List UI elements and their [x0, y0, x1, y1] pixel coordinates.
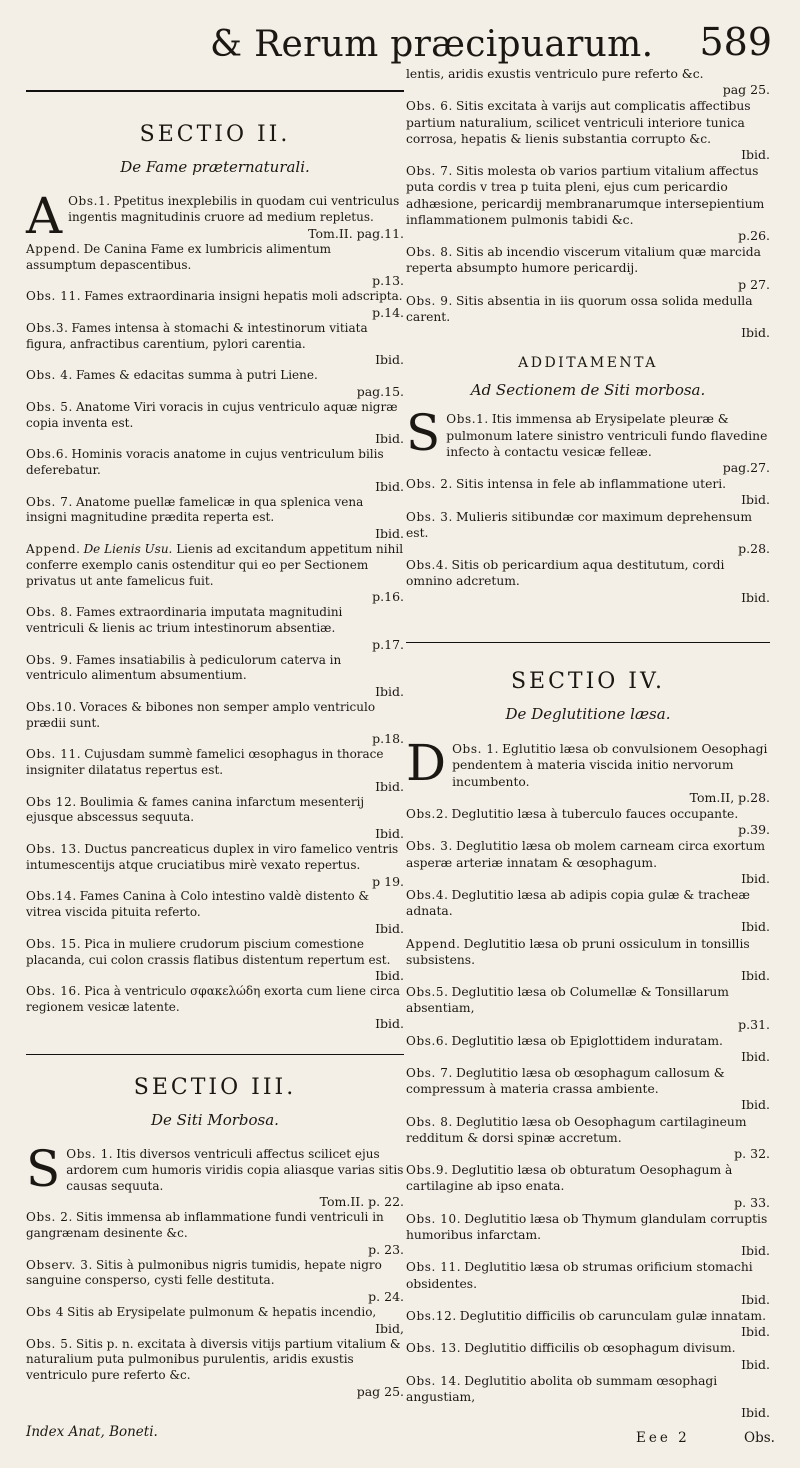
section-subtitle: De Siti Morbosa.	[151, 1111, 279, 1130]
observation-label: Obs. 5.	[26, 1336, 73, 1351]
italic-heading: De Lienis Usu.	[83, 541, 173, 556]
observation-text: Deglutitio læsa ob Thymum glandulam corruptis humoribus infarctam.	[406, 1211, 768, 1243]
section-entries	[406, 98, 770, 341]
observation-label: Obs. 4.	[26, 368, 73, 383]
observation-entry	[26, 187, 404, 246]
observation-entry	[406, 806, 770, 838]
observation-label: Obs.1.	[446, 412, 489, 427]
observation-label: Obs. 9.	[406, 293, 453, 308]
observation-entry	[26, 321, 404, 368]
observation-entry	[406, 404, 770, 476]
observation-text: Lienis ad excitandum appetitum nihil conferre exemplo canis ostenditur qui eo per Sectionem privatus ut ante famelicus fuit.	[26, 541, 404, 588]
observation-text: Deglutitio læsa ob Oesophagum cartilagineum redditum & dorsi spinæ accretum.	[406, 1114, 747, 1145]
page-reference: Ibid.	[741, 919, 770, 935]
observation-entry	[406, 1373, 770, 1422]
observation-entry	[406, 98, 770, 163]
observation-entry	[406, 476, 770, 508]
observation-entry	[406, 1211, 770, 1260]
page-reference: Ibid.	[741, 870, 770, 886]
drop-cap: A	[26, 187, 63, 246]
observation-entry	[406, 509, 770, 558]
observation-label: Obs.14.	[26, 889, 77, 904]
observation-text: Itis immensa ab Erysipelate pleuræ & pulmonum latere sinistro ventriculi fundo flavedine infecto à contactu vesicæ felleæ.	[446, 412, 768, 459]
page-reference: p. 33.	[734, 1194, 770, 1210]
observation-text: Cujusdam summè famelici œsophagus in thorace insigniter dilatatus repertus est.	[26, 747, 384, 778]
page-reference: Ibid.	[741, 1097, 770, 1113]
observation-text: Sitis p. n. excitata à diversis vitijs partium vitalium & naturalium puta pulmonibus purulentis, aridis exustis ventriculo pure referto &c.	[26, 1336, 401, 1383]
continued-entry	[406, 66, 770, 98]
page-reference: p. 24.	[368, 1289, 404, 1305]
observation-label: Obs. 2.	[26, 1210, 73, 1225]
observation-label: Obs.5.	[406, 985, 449, 1000]
observation-entry	[406, 557, 770, 606]
page-reference: Tom.II. p. 22.	[319, 1194, 404, 1210]
observation-text: Sitis intensa in fele ab inflammatione uteri.	[455, 477, 727, 492]
observation-label: Obs.4.	[406, 887, 449, 902]
observation-label: Obs. 10.	[406, 1211, 462, 1226]
observation-label: Obs 4	[26, 1304, 65, 1319]
observation-text: Eglutitio læsa ob convulsionem Oesophagi pendentem à materia viscida initio nervorum incumbento.	[452, 742, 768, 789]
observation-text: Deglutitio abolita ob summam œsophagi angustiam,	[406, 1373, 718, 1405]
observation-label: Obs. 9.	[26, 652, 73, 667]
right-column	[406, 66, 770, 1421]
section-title: SECTIO IV.	[510, 668, 666, 694]
observation-entry	[406, 163, 770, 244]
observation-label: Obs.9.	[406, 1163, 449, 1178]
observation-label: Obs. 1.	[66, 1147, 114, 1162]
drop-cap: D	[406, 734, 447, 793]
observation-label: Obs. 11.	[406, 1260, 462, 1275]
observation-entry	[406, 1033, 770, 1065]
page-reference: Ibid.	[741, 1291, 770, 1307]
observation-label: Obs.6.	[406, 1033, 449, 1048]
observation-entry	[26, 1210, 404, 1257]
observation-entry	[406, 1162, 770, 1211]
observation-text: Sitis ab incendio viscerum vitalium quæ marcida reperta absumpto humore pericardij.	[406, 245, 761, 276]
observation-text: Deglutitio læsa ob pruni ossiculum in tonsillis subsistens.	[406, 936, 750, 967]
observation-label: Obs.2.	[406, 806, 449, 821]
observation-entry	[406, 1340, 770, 1372]
page-reference: p.16.	[372, 589, 404, 605]
observation-label: Obs.4.	[406, 558, 449, 573]
page-reference: Ibid.	[375, 968, 404, 984]
observation-text: Deglutitio læsa ob strumas orificium stomachi obsidentes.	[406, 1260, 753, 1291]
section-subtitle: De Deglutitione læsa.	[505, 705, 671, 724]
observation-label: Obs. 7.	[26, 494, 73, 509]
observation-label: Obs. 13.	[406, 1341, 462, 1356]
observation-label: Obs. 15.	[26, 936, 82, 951]
observation-entry	[26, 1337, 404, 1400]
observation-entry	[26, 447, 404, 494]
page-reference: p.18.	[372, 731, 404, 747]
observation-text: Fames insatiabilis à pediculorum caterva in ventriculo alimentum absumentium.	[26, 652, 342, 683]
page-reference: p.28.	[738, 540, 770, 556]
page-reference: Ibid.	[375, 1015, 404, 1031]
observation-text: Deglutitio læsa ob Epiglottidem induratam.	[451, 1033, 723, 1048]
observation-entry	[26, 747, 404, 794]
observation-label: Obs. 8.	[26, 605, 73, 620]
observation-label: Obs. 14.	[406, 1373, 462, 1388]
catchword: Obs.	[744, 1430, 775, 1446]
page-reference: p.13.	[372, 273, 404, 289]
observation-label: Obs.6.	[26, 447, 69, 462]
continued-text: lentis, aridis exustis ventriculo pure referto &c.	[406, 67, 704, 81]
page-reference: Ibid.	[741, 1356, 770, 1372]
observation-text: Hominis voracis anatome in cujus ventriculum bilis deferebatur.	[26, 447, 384, 477]
page-reference: Ibid.	[741, 1324, 770, 1340]
page-reference: Ibid.	[375, 778, 404, 794]
observation-text: Anatome Viri voracis in cujus ventriculo aquæ nigræ copia inventa est.	[26, 399, 398, 430]
observation-label: Obs.10.	[26, 699, 77, 714]
observation-entry	[406, 1308, 770, 1340]
page-reference: pag.27.	[722, 459, 770, 475]
observation-text: Mulieris sitibundæ cor maximum deprehensum est.	[406, 509, 753, 540]
section-entries	[26, 187, 404, 1031]
observation-entry	[406, 1114, 770, 1163]
observation-label: Obs. 3.	[406, 839, 453, 854]
observation-entry	[406, 1259, 770, 1308]
observation-text: Fames extraordinaria insigni hepatis moli adscripta.	[84, 289, 403, 304]
observation-entry	[26, 889, 404, 936]
observation-text: Itis diversos ventriculi affectus scilicet ejus ardorem cum humoris viridis copia aliasque varias sitis causas sequuta.	[66, 1147, 404, 1193]
additamenta-title: ADDITAMENTA	[518, 355, 658, 372]
observation-text: Sitis excitata à varijs aut complicatis affectibus partium naturalium, scilicet ventriculi interiore tunica corrosa, hepatis & lienis substantia corrupto &c.	[406, 99, 751, 146]
observation-entry	[26, 605, 404, 652]
observation-text: Deglutitio difficilis ob œsophagum divisum.	[464, 1341, 736, 1356]
observation-label: Obs.12.	[406, 1309, 457, 1324]
observation-label: Obs. 2.	[406, 477, 453, 492]
observation-text: Sitis à pulmonibus nigris tumidis, hepate nigro sanguine consperso, cysti felle destituta.	[26, 1257, 382, 1288]
page-reference: Ibid.	[375, 431, 404, 447]
observation-entry	[26, 368, 404, 400]
section-rule	[406, 642, 770, 643]
observation-text: Ppetitus inexplebilis in quodam cui ventriculus ingentis magnitudinis cruore ad medium repletus.	[68, 194, 400, 225]
page-reference: Ibid,	[375, 1320, 404, 1336]
observation-entry	[26, 289, 404, 321]
section-rule	[26, 1054, 404, 1055]
header-rule	[26, 90, 404, 92]
observation-label: Obs. 13.	[26, 842, 82, 857]
observation-label: Obs. 11.	[26, 747, 82, 762]
page-reference: p.14.	[372, 304, 404, 320]
observation-entry	[26, 1305, 404, 1337]
observation-text: Deglutitio læsa ob œsophagum callosum & compressum à materia crassa ambiente.	[406, 1066, 725, 1097]
observation-entry	[26, 542, 404, 605]
page-reference: Ibid.	[741, 325, 770, 341]
page-reference: p.17.	[372, 636, 404, 652]
page-reference: p 27.	[738, 276, 770, 292]
observation-entry	[406, 244, 770, 293]
observation-text: Deglutitio læsa ob obturatum Oesophagum à cartilagine ab ipso enata.	[406, 1163, 733, 1194]
page-reference: pag 25.	[722, 82, 770, 98]
observation-label: Observ. 3.	[26, 1257, 93, 1272]
page-reference: Ibid.	[741, 1405, 770, 1421]
observation-label: Obs. 8.	[406, 245, 453, 260]
observation-entry	[26, 495, 404, 542]
observation-text: De Canina Fame ex lumbricis alimentum assumptum depascentibus.	[26, 241, 332, 272]
observation-label: Append.	[406, 936, 461, 951]
observation-label: Obs. 7.	[406, 1066, 453, 1081]
page-reference: Ibid.	[741, 1048, 770, 1064]
page-reference: p.31.	[738, 1016, 770, 1032]
observation-text: Boulimia & fames canina infarctum mesenterij ejusque abscessus sequuta.	[26, 794, 365, 825]
observation-text: Sitis ab Erysipelate pulmonum & hepatis incendio,	[67, 1304, 377, 1319]
observation-text: Fames & edacitas summa à putri Liene.	[75, 368, 318, 383]
observation-text: Deglutitio læsa ob molem carneam circa exortum asperæ arteriæ innatam & œsophagum.	[406, 839, 765, 870]
observation-text: Fames extraordinaria imputata magnitudini ventriculi & lienis ac trium intestinorum absentiæ.	[26, 605, 343, 635]
observation-label: Obs. 7.	[406, 164, 453, 179]
observation-entry	[26, 795, 404, 842]
observation-text: Deglutitio læsa ab adipis copia gulæ & tracheæ adnata.	[406, 887, 750, 919]
observation-entry	[26, 937, 404, 984]
page-reference: Ibid.	[741, 589, 770, 605]
left-column	[26, 74, 404, 1400]
observation-text: Deglutitio læsa à tuberculo fauces occupante.	[451, 806, 739, 821]
observation-entry	[26, 400, 404, 447]
observation-text: Pica à ventriculo σφακελώδη exorta cum liene circa regionem vesicæ latente.	[26, 984, 400, 1015]
page-reference: pag 25.	[356, 1383, 404, 1399]
section-subtitle: De Fame præternaturali.	[120, 158, 310, 177]
drop-cap: S	[406, 404, 441, 463]
page-reference: Ibid.	[741, 492, 770, 508]
page-number: 589	[699, 20, 772, 64]
page-reference: Ibid.	[375, 526, 404, 542]
observation-entry	[26, 1258, 404, 1305]
observation-entry	[406, 984, 770, 1033]
section-entries	[406, 734, 770, 1421]
observation-entry	[406, 838, 770, 887]
observation-label: Append.	[26, 541, 81, 556]
page-reference: Tom.II. pag.11.	[308, 225, 404, 241]
page-reference: p 19.	[372, 873, 404, 889]
observation-text: Deglutitio difficilis ob carunculam gulæ innatam.	[459, 1309, 766, 1324]
page-reference: p.39.	[738, 822, 770, 838]
observation-text: Ductus pancreaticus duplex in viro famelico ventris intumescentijs atque cruciatibus mirè vexato repertus.	[26, 842, 399, 872]
footer-index-title: Index Anat, Boneti.	[26, 1424, 158, 1440]
observation-label: Obs.3.	[26, 320, 69, 335]
page-reference: Ibid.	[375, 826, 404, 842]
page-reference: Ibid.	[375, 921, 404, 937]
page-reference: pag.15.	[356, 383, 404, 399]
observation-text: Deglutitio læsa ob Columellæ & Tonsillarum absentiam,	[406, 985, 729, 1016]
observation-entry	[26, 984, 404, 1031]
signature-mark: Eee 2	[636, 1430, 690, 1446]
page-reference: p.26.	[738, 227, 770, 243]
observation-entry	[26, 842, 404, 889]
page-reference: p. 32.	[734, 1146, 770, 1162]
page-reference: Ibid.	[741, 146, 770, 162]
observation-entry	[26, 1140, 404, 1210]
section-title: SECTIO II.	[139, 122, 291, 147]
observation-entry	[406, 936, 770, 985]
observation-entry	[26, 653, 404, 700]
observation-entry	[406, 1065, 770, 1114]
observation-label: Obs. 11.	[26, 289, 82, 304]
page-reference: Ibid.	[741, 967, 770, 983]
observation-label: Obs. 3.	[406, 509, 453, 524]
observation-text: Pica in muliere crudorum piscium comestione placanda, cui colon crassis flatibus distentum repertum est.	[26, 936, 391, 967]
observation-text: Sitis absentia in iis quorum ossa solida medulla carent.	[406, 293, 753, 324]
drop-cap: S	[26, 1140, 61, 1199]
page-reference: Ibid.	[375, 352, 404, 368]
page-reference: Tom.II, p.28.	[689, 789, 770, 805]
observation-text: Anatome puellæ famelicæ in qua splenica vena insigni magnitudine prædita reperta est.	[26, 494, 364, 525]
observation-text: Sitis immensa ab inflammatione fundi ventriculi in gangrænam desinente &c.	[26, 1210, 384, 1240]
page-reference: p. 23.	[368, 1241, 404, 1257]
page-reference: Ibid.	[375, 684, 404, 700]
observation-text: Voraces & bibones non semper amplo ventriculo prædii sunt.	[26, 699, 376, 730]
observation-entry	[406, 734, 770, 806]
observation-text: Fames intensa à stomachi & intestinorum vitiata figura, anfractibus carentium, pylori carentia.	[26, 320, 368, 351]
additamenta-subtitle: Ad Sectionem de Siti morbosa.	[470, 381, 706, 400]
observation-entry	[26, 242, 404, 289]
observation-entry	[26, 700, 404, 747]
observation-entry	[406, 293, 770, 342]
observation-label: Obs. 16.	[26, 984, 82, 999]
observation-text: Sitis molesta ob varios partium vitalium affectus puta cordis v trea p tuita pleni, ejus cum pericardio adhæsione, pericardij membranarumque intersepientium inflammationem pulmonis tabidi &c.	[406, 164, 765, 227]
observation-label: Obs. 6.	[406, 99, 453, 114]
observation-text: Fames Canina à Colo intestino valdè distento & vitrea viscida pituita referto.	[26, 889, 370, 920]
observation-label: Obs. 1.	[452, 742, 500, 757]
observation-label: Obs 12.	[26, 794, 77, 809]
running-title: & Rerum præcipuarum.	[210, 24, 654, 65]
observation-text: Sitis ob pericardium aqua destitutum, cordi omnino adcretum.	[406, 558, 725, 589]
section-title: SECTIO III.	[133, 1074, 297, 1100]
observation-label: Obs.1.	[68, 194, 111, 209]
section-entries	[26, 1140, 404, 1400]
section-entries	[406, 404, 770, 605]
page-reference: Ibid.	[375, 478, 404, 494]
observation-label: Obs. 8.	[406, 1114, 453, 1129]
page-reference: Ibid.	[741, 1243, 770, 1259]
observation-label: Obs. 5.	[26, 399, 73, 414]
observation-entry	[406, 887, 770, 936]
observation-label: Append.	[26, 241, 81, 256]
